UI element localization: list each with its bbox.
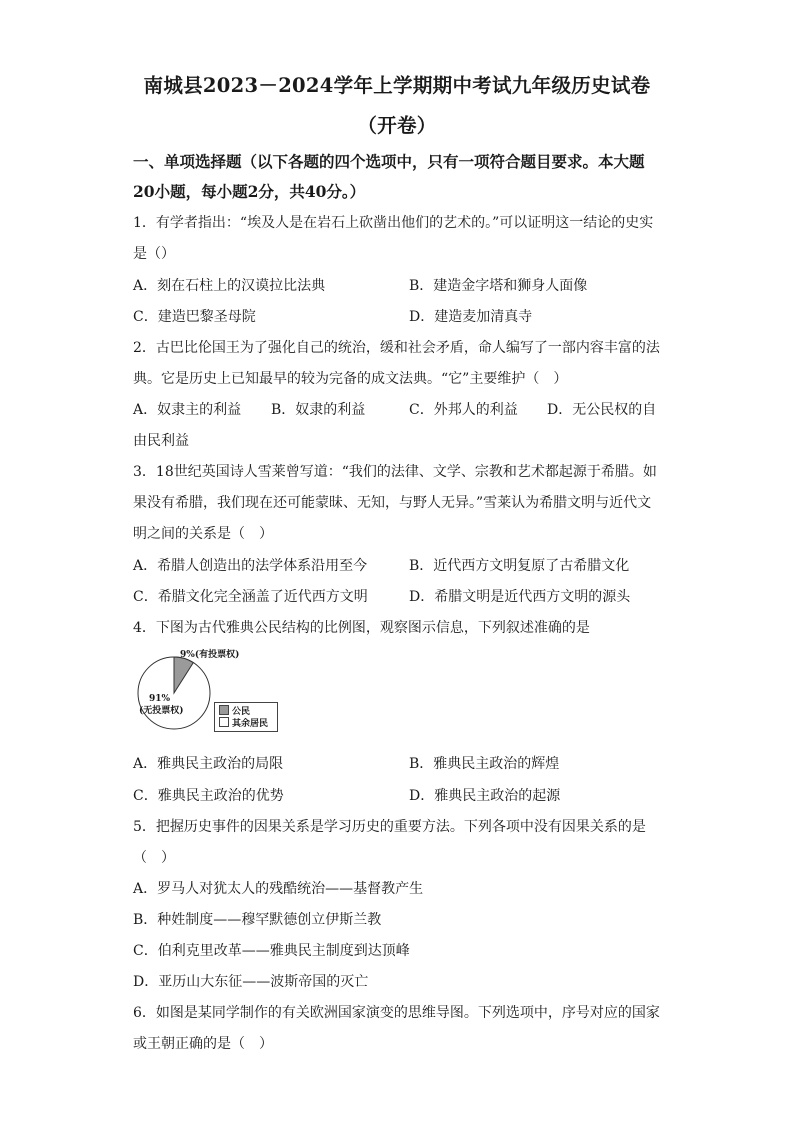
q2-option-a: A．奴隶主的利益 xyxy=(133,402,242,418)
q3-option-d: D．希腊文明是近代西方文明的源头 xyxy=(409,589,631,605)
q5-option-b: B．种姓制度——穆罕默德创立伊斯兰教 xyxy=(133,912,382,928)
q3-option-b: B．近代西方文明复原了古希腊文化 xyxy=(409,558,630,574)
section-heading-line1: 一、单项选择题（以下各题的四个选项中，只有一项符合题目要求。本大题 xyxy=(133,152,645,171)
q1-option-c: C．建造巴黎圣母院 xyxy=(133,309,256,325)
q5-option-a: A．罗马人对犹太人的残酷统治——基督教产生 xyxy=(133,881,424,897)
pie-legend xyxy=(214,702,278,732)
q4-option-b: B．雅典民主政治的辉煌 xyxy=(409,756,560,772)
q1-option-a: A．刻在石柱上的汉谟拉比法典 xyxy=(133,278,326,294)
legend-label-citizens: 公民 xyxy=(232,707,251,717)
legend-swatch-citizens xyxy=(219,705,229,715)
section-heading-line2: 20小题，每小题2分，共40分。） xyxy=(133,182,366,201)
q4-stem-line1: 4．下图为古代雅典公民结构的比例图，观察图示信息，下列叙述准确的是 xyxy=(133,620,590,636)
q6-stem-line2: 或王朝正确的是（ ） xyxy=(133,1036,273,1052)
q4-option-a: A．雅典民主政治的局限 xyxy=(133,756,284,772)
pie-label-citizens: 9%(有投票权) xyxy=(180,650,240,660)
q6-stem-line1: 6．如图是某同学制作的有关欧洲国家演变的思维导图。下列选项中，序号对应的国家 xyxy=(133,1005,660,1021)
q2-option-d: D．无公民权的自 xyxy=(547,402,657,418)
q2-stem-line1: 2．古巴比伦国王为了强化自己的统治，缓和社会矛盾，命人编写了一部内容丰富的法 xyxy=(133,340,660,356)
q3-option-a: A．希腊人创造出的法学体系沿用至今 xyxy=(133,558,368,574)
q2-option-b: B．奴隶的利益 xyxy=(271,402,366,418)
pie-label-others-desc: (无投票权) xyxy=(139,706,184,716)
q4-option-c: C．雅典民主政治的优势 xyxy=(133,788,284,804)
q5-option-c: C．伯利克里改革——雅典民主制度到达顶峰 xyxy=(133,943,410,959)
pie-label-others-pct: 91% xyxy=(149,694,171,704)
q1-stem-line2: 是（） xyxy=(133,246,175,262)
q2-option-d-continued: 由民利益 xyxy=(133,433,189,449)
q1-option-d: D．建造麦加清真寺 xyxy=(409,309,533,325)
q1-stem-line1: 1．有学者指出：“埃及人是在岩石上砍凿出他们的艺术的。”可以证明这一结论的史实 xyxy=(133,215,654,231)
q3-option-c: C．希腊文化完全涵盖了近代西方文明 xyxy=(133,589,368,605)
q5-stem-line1: 5．把握历史事件的因果关系是学习历史的重要方法。下列各项中没有因果关系的是 xyxy=(133,819,646,835)
q5-option-d: D．亚历山大东征——波斯帝国的灭亡 xyxy=(133,974,369,990)
q1-option-b: B．建造金字塔和狮身人面像 xyxy=(409,278,588,294)
exam-title: 南城县2023－2024学年上学期期中考试九年级历史试卷 xyxy=(143,74,651,97)
q3-stem-line1: 3．18世纪英国诗人雪莱曾写道：“我们的法律、文学、宗教和艺术都起源于希腊。如 xyxy=(133,464,657,480)
q3-stem-line3: 明之间的关系是（ ） xyxy=(133,526,273,542)
pie-svg xyxy=(133,648,213,738)
exam-subtitle: （开卷） xyxy=(357,114,437,137)
legend-item-others xyxy=(219,717,268,728)
legend-label-others: 其余居民 xyxy=(232,719,269,729)
q2-stem-line2: 典。它是历史上已知最早的较为完备的成文法典。“它”主要维护（ ） xyxy=(133,371,568,387)
legend-swatch-others xyxy=(219,717,229,727)
q2-option-c: C．外邦人的利益 xyxy=(409,402,518,418)
q4-option-d: D．雅典民主政治的起源 xyxy=(409,788,561,804)
q5-stem-line2: （ ） xyxy=(133,850,175,866)
legend-item-citizens xyxy=(219,705,250,716)
q3-stem-line2: 果没有希腊，我们现在还可能蒙昧、无知，与野人无异。”雪莱认为希腊文明与近代文 xyxy=(133,495,652,511)
